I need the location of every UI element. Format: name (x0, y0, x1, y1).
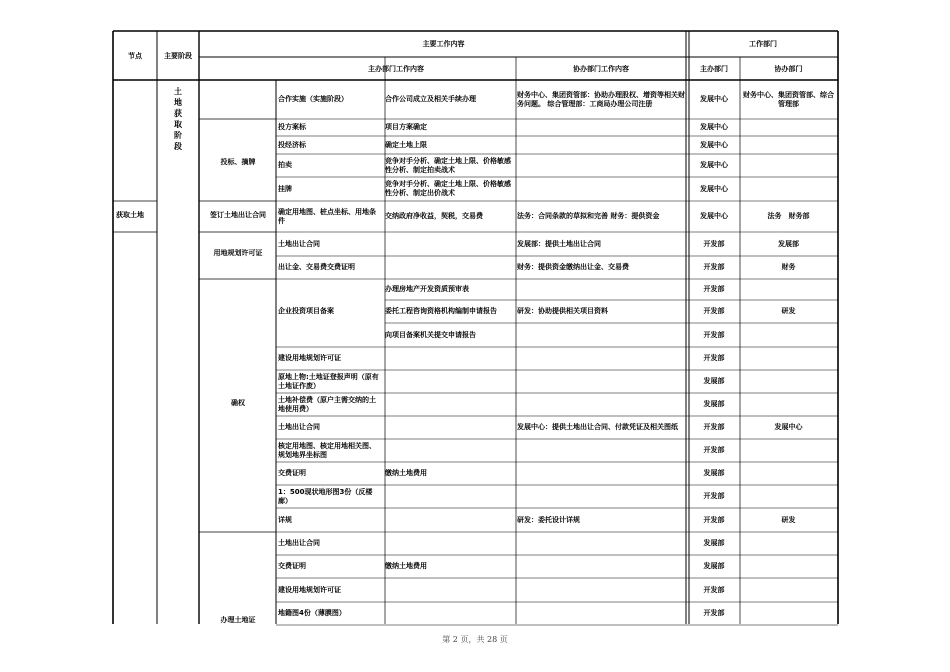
cell-item (278, 603, 382, 624)
cell-assist-dept (740, 486, 837, 507)
cell-assist-dept (740, 463, 837, 484)
cell-assist-dept (740, 348, 837, 369)
cell-assist-work (517, 533, 685, 554)
cell-assist-work (517, 257, 685, 278)
cell-assist-work-text: 研发：委托设计详规 (517, 515, 580, 524)
cell-assist-work (517, 463, 685, 484)
cell-host-dept (689, 417, 739, 438)
cell-item (278, 155, 382, 176)
header-host-work: 主办部门工作内容 (368, 65, 424, 73)
cell-host-dept-text: 发展部 (703, 562, 725, 570)
cell-item-text: 投方案标 (278, 123, 306, 131)
cell-item (278, 579, 382, 601)
cell-assist-dept (740, 324, 837, 346)
cell-host-dept-text: 发展中心 (700, 95, 728, 103)
header-host-dept: 主办部门 (700, 65, 728, 73)
cell-assist-dept-text: 发展部 (778, 239, 799, 248)
cell-host-work (385, 394, 515, 415)
cell-assist-dept (740, 301, 837, 322)
cell-host-dept (689, 257, 739, 278)
cell-item-text: 原地上物:土地证登报声明（原有土地证作废） (278, 372, 379, 390)
cell-host-work-text: 交纳政府净收益，契税，交易费 (385, 212, 483, 220)
cell-host-work (385, 301, 515, 322)
cell-host-dept-text: 开发部 (703, 423, 725, 431)
cell-item (278, 509, 382, 531)
cell-item (278, 533, 382, 554)
cell-host-dept-text: 开发部 (703, 609, 725, 617)
cell-assist-dept (740, 440, 837, 461)
cell-item (278, 463, 382, 484)
cell-assist-dept (740, 81, 837, 118)
cell-host-work (385, 509, 515, 531)
cell-host-dept-text: 发展部 (703, 469, 725, 477)
header-assist-work: 协办部门工作内容 (573, 65, 629, 73)
cell-assist-dept (740, 280, 837, 299)
cell-item-text: 交费证明 (278, 469, 306, 477)
cell-assist-work (517, 178, 685, 200)
cell-host-dept (689, 394, 739, 415)
cell-host-dept (689, 178, 739, 200)
cell-host-dept (689, 348, 739, 369)
cell-host-work (385, 463, 515, 484)
cell-assist-dept (740, 233, 837, 255)
cell-assist-dept (740, 603, 837, 624)
cell-assist-dept-text: 财务中心、集团资管部、综合管理部 (743, 90, 834, 108)
cell-assist-dept (740, 155, 837, 176)
cell-host-work-text: 合作公司成立及相关手续办理 (385, 95, 476, 103)
cell-host-work (385, 233, 515, 255)
cell-host-work (385, 348, 515, 369)
cell-host-dept (689, 81, 739, 118)
cell-assist-dept (740, 257, 837, 278)
cell-host-dept-text: 发展部 (703, 400, 725, 408)
cell-host-dept (689, 509, 739, 531)
cell-host-work-text: 向项目备案机关提交申请报告 (385, 330, 476, 339)
cell-host-work (385, 324, 515, 346)
cell-host-dept (689, 556, 739, 577)
header-assist-dept: 协办部门 (774, 65, 803, 73)
cell-assist-dept (740, 417, 837, 438)
cell-item-text: 土地出让合同 (278, 423, 320, 431)
cell-assist-work (517, 137, 685, 153)
cell-item-text: 土地出让合同 (278, 239, 320, 248)
cell-item-text: 企业投资项目备案 (278, 307, 334, 315)
cell-item-text: 挂牌 (278, 184, 292, 193)
cell-host-dept-text: 发展中心 (700, 140, 728, 149)
cell-assist-work (517, 603, 685, 624)
cell-assist-work (517, 301, 685, 322)
cell-assist-dept (740, 394, 837, 415)
cell-item (278, 81, 382, 118)
cell-host-dept (689, 579, 739, 601)
stage-vertical-char: 阶 (174, 131, 182, 140)
cell-host-work-text: 缴纳土地费用 (385, 562, 427, 570)
cell-assist-work-text: 法务：合同条款的草拟和完善 财务：提供资金 (517, 212, 660, 220)
cell-host-dept (689, 463, 739, 484)
group-land-cert: 办理土地证 (220, 616, 256, 624)
group-confirm: 确权 (231, 399, 245, 407)
cell-assist-work (517, 394, 685, 415)
cell-host-dept-text: 开发部 (703, 492, 725, 500)
cell-item (278, 202, 382, 231)
cell-item-text: 投经济标 (278, 140, 306, 149)
cell-host-work-text: 竞争对手分析、确定土地上限、价格敏感性分析、制定出价战术 (385, 180, 511, 197)
cell-host-work-text: 竞争对手分析、确定土地上限、价格敏感性分析、制定拍卖战术 (385, 156, 511, 174)
cell-host-dept (689, 440, 739, 461)
cell-host-dept-text: 开发部 (703, 515, 725, 524)
cell-assist-work (517, 371, 685, 392)
cell-assist-dept (740, 556, 837, 577)
stage-vertical-char: 地 (174, 98, 182, 107)
cell-host-dept-text: 发展中心 (700, 161, 728, 169)
cell-assist-work (517, 579, 685, 601)
cell-item (278, 348, 382, 369)
cell-assist-work (517, 417, 685, 438)
cell-item (278, 120, 382, 135)
cell-host-work (385, 280, 515, 299)
cell-assist-dept (740, 178, 837, 200)
group-plan-permit: 用地规划许可证 (213, 249, 263, 257)
cell-assist-dept (740, 371, 837, 392)
stage-vertical-char: 段 (174, 142, 182, 151)
cell-assist-dept-text: 发展中心 (774, 423, 803, 431)
cell-assist-dept-text: 法务 财务部 (767, 212, 810, 220)
cell-item (278, 301, 382, 322)
cell-host-dept-text: 开发部 (703, 330, 725, 339)
cell-host-work-text: 委托工程咨询资格机构编制申请报告 (385, 307, 497, 315)
node-value: 获取土地 (116, 211, 144, 219)
group-contract: 签订土地出让合同 (210, 211, 266, 219)
stage-vertical-char: 获 (174, 109, 182, 118)
cell-assist-dept-text: 研发 (781, 515, 796, 524)
cell-assist-work (517, 233, 685, 255)
cell-host-dept-text: 开发部 (703, 239, 725, 248)
cell-assist-work (517, 348, 685, 369)
cell-item-text: 出让金、交易费交费证明 (278, 263, 355, 271)
cell-host-dept-text: 开发部 (703, 446, 725, 454)
cell-item (278, 371, 382, 392)
cell-item-text: 合作实施（实施阶段） (278, 95, 348, 103)
cell-item (278, 440, 382, 461)
cell-host-dept (689, 371, 739, 392)
cell-host-work (385, 120, 515, 135)
cell-item (278, 394, 382, 415)
cell-assist-dept (740, 509, 837, 531)
cell-item (278, 257, 382, 278)
cell-assist-work (517, 120, 685, 135)
cell-host-work-text: 缴纳土地费用 (385, 469, 427, 477)
cell-host-dept (689, 603, 739, 624)
cell-host-dept-text: 开发部 (703, 354, 725, 362)
cell-host-dept (689, 301, 739, 322)
cell-item-text: 1：500现状地形图3份（反楼廊） (278, 487, 373, 505)
cell-host-dept-text: 发展中心 (700, 184, 728, 193)
cell-host-work (385, 486, 515, 507)
cell-assist-work (517, 509, 685, 531)
cell-host-dept (689, 137, 739, 153)
cell-assist-work (517, 440, 685, 461)
cell-assist-dept (740, 533, 837, 554)
cell-item-text: 详规 (278, 515, 292, 524)
stage-vertical-char: 土 (174, 87, 182, 96)
header-node: 节点 (128, 52, 142, 60)
cell-host-dept-text: 开发部 (703, 285, 725, 293)
cell-host-dept-text: 发展部 (703, 377, 725, 385)
cell-assist-work (517, 202, 685, 231)
header-stage: 主要阶段 (164, 52, 192, 60)
cell-host-work-text: 确定土地上限 (385, 140, 427, 149)
cell-assist-dept (740, 120, 837, 135)
cell-assist-dept-text: 财务 (781, 263, 796, 271)
cell-host-dept (689, 233, 739, 255)
cell-item (278, 280, 382, 299)
cell-host-dept-text: 开发部 (703, 585, 725, 594)
cell-host-dept (689, 155, 739, 176)
page-footer: 第 2 页，共 28 页 (442, 635, 508, 644)
cell-item (278, 137, 382, 153)
cell-host-work (385, 533, 515, 554)
cell-item-text: 地籍图4份（薄膜图） (278, 609, 346, 617)
cell-item-text: 交费证明 (278, 562, 306, 570)
cell-item-text: 土地出让合同 (278, 539, 320, 547)
cell-host-dept (689, 202, 739, 231)
cell-item (278, 486, 382, 507)
cell-host-work-text: 项目方案确定 (385, 123, 427, 131)
cell-assist-dept (740, 202, 837, 231)
cell-host-work (385, 371, 515, 392)
header-work-dept: 工作部门 (749, 40, 777, 48)
cell-host-dept (689, 280, 739, 299)
cell-host-dept (689, 533, 739, 554)
cell-assist-work (517, 556, 685, 577)
cell-item-text: 核定用地图、核定用地相关图、规划地界坐标图 (278, 441, 376, 459)
cell-assist-work (517, 486, 685, 507)
cell-assist-work (517, 155, 685, 176)
cell-host-work (385, 178, 515, 200)
cell-item-text: 拍卖 (278, 161, 292, 169)
cell-host-work (385, 556, 515, 577)
cell-assist-work (517, 280, 685, 299)
cell-item-text: 建设用地规划许可证 (278, 585, 341, 594)
cell-assist-work-text: 财务：提供资金缴纳出让金、交易费 (517, 263, 629, 271)
cell-item (278, 556, 382, 577)
cell-host-work (385, 81, 515, 118)
cell-item-text: 确定用地图、桩点坐标、用地条件 (278, 207, 376, 225)
cell-host-dept (689, 486, 739, 507)
cell-host-dept-text: 发展中心 (700, 212, 728, 220)
cell-host-dept-text: 开发部 (703, 307, 725, 315)
cell-host-work (385, 257, 515, 278)
cell-item-text: 建设用地规划许可证 (278, 354, 341, 362)
cell-host-dept-text: 发展中心 (700, 123, 728, 131)
cell-assist-work-text: 研发：协助提供相关项目资料 (517, 307, 608, 315)
cell-assist-work-text: 发展中心：提供土地出让合同、付款凭证及相关图纸 (517, 423, 678, 431)
cell-assist-work-text: 发展部：提供土地出让合同 (517, 239, 601, 248)
cell-host-dept (689, 120, 739, 135)
cell-host-work (385, 440, 515, 461)
cell-item (278, 324, 382, 346)
cell-assist-work (517, 81, 685, 118)
cell-host-work (385, 603, 515, 624)
cell-host-work-text: 办理房地产开发资质预审表 (385, 285, 469, 293)
header-main-work: 主要工作内容 (422, 40, 465, 48)
cell-item (278, 178, 382, 200)
group-bid: 投标、摘牌 (220, 158, 256, 166)
cell-item (278, 233, 382, 255)
cell-host-work (385, 579, 515, 601)
cell-host-dept-text: 发展部 (703, 539, 725, 547)
cell-host-work (385, 137, 515, 153)
cell-host-work (385, 202, 515, 231)
cell-assist-dept-text: 研发 (781, 307, 796, 315)
cell-assist-work-text: 财务中心、集团资管部：协助办理股权、增资等相关财务问题。 综合管理部：工商局办理公司注册 (517, 90, 685, 108)
stage-vertical-char: 取 (174, 120, 182, 129)
cell-host-dept-text: 开发部 (703, 263, 725, 271)
cell-host-dept (689, 324, 739, 346)
cell-assist-dept (740, 579, 837, 601)
cell-item (278, 417, 382, 438)
cell-item-text: 土地补偿费（原户主需交纳的土地使用费） (278, 395, 376, 413)
cell-assist-work (517, 324, 685, 346)
cell-assist-dept (740, 137, 837, 153)
cell-host-work (385, 155, 515, 176)
cell-host-work (385, 417, 515, 438)
